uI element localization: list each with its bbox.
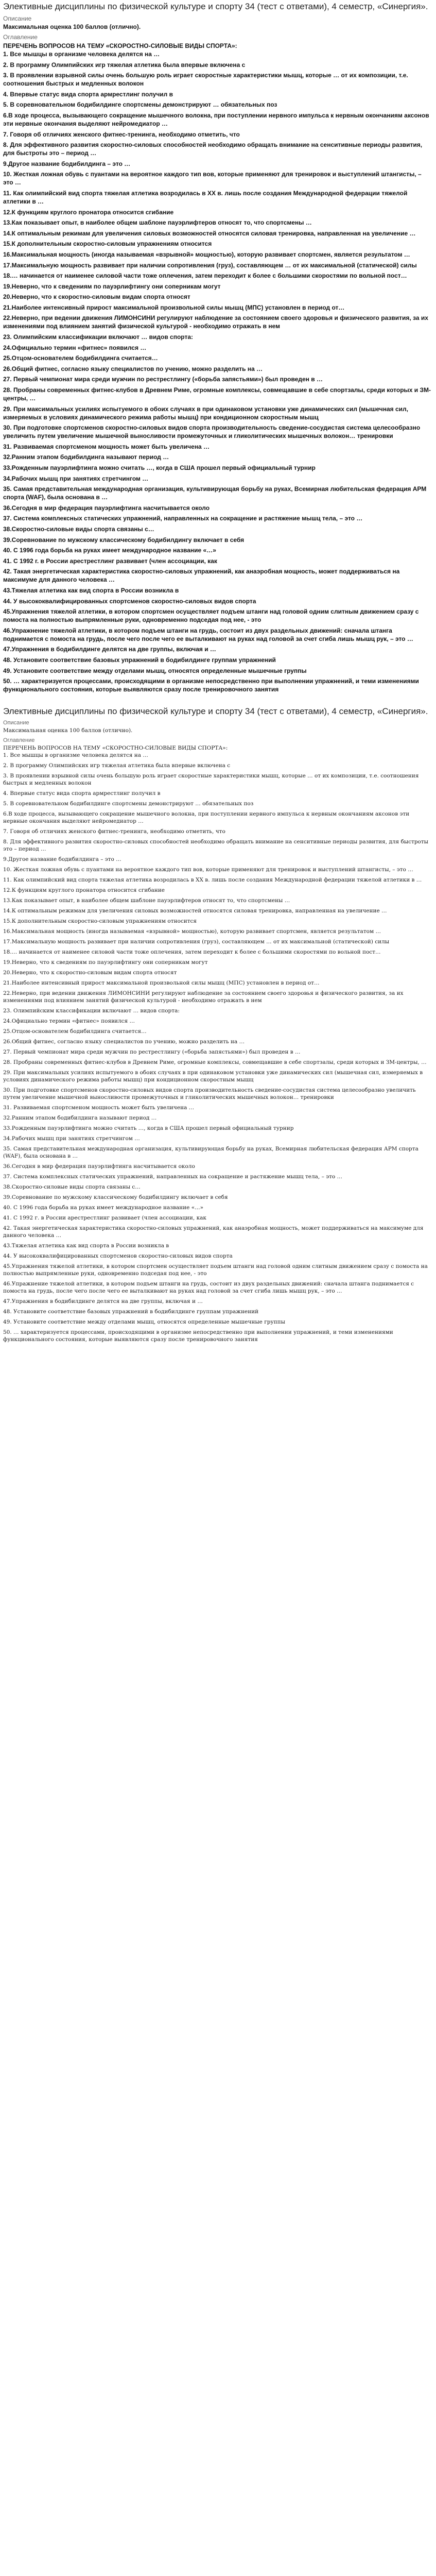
question-item: 44. У высококвалифицированных спортсменов скоростно-силовых видов спорта	[3, 597, 256, 605]
question-item: 21.Наиболее интенсивный прирост максимальной произвольной силы мышц (МПС) установлен в период от…	[3, 980, 320, 987]
question-item: 50. … характеризуется процессами, происходящими в организме непосредственно при выполнении упражнений, и теми изменениями функционального состояния, которые выявляются сразу после тренировочного занятия	[3, 1329, 393, 1343]
question-item: 32.Ранним этапом бодибилдинга называют период …	[3, 453, 169, 461]
question-item: 31. Развиваемая спортсменом мощность может быть увеличена …	[3, 443, 210, 450]
question-item: 2. В программу Олимпийских игр тяжелая атлетика была впервые включена с	[3, 61, 246, 69]
question-item: 49. Установите соответствие между отделами мышц, относятся определенные мышечные группы	[3, 667, 307, 674]
question-item: 1. Все мышцы в организме человека делятся на …	[3, 752, 148, 759]
question-item: 4. Впервые статус вида спорта армрестлинг получил в	[3, 790, 161, 797]
question-item: 28. Пробраны современных фитнес-клубов в Древнем Риме, огромные комплексы, совмещавшие в себе спортзалы, среди которых и ЗМ-центры, …	[3, 386, 431, 402]
question-item: 15.К дополнительным скоростно-силовым упражнениям относится	[3, 240, 212, 248]
question-item: 12.К функциям круглого пронатора относится сгибание	[3, 887, 165, 894]
question-item: 3. В проявлении взрывной силы очень большую роль играет скоростные характеристики мышц, которые … от их композиции, т.е. соотношения быстрых и медленных волокон	[3, 773, 419, 787]
question-item: 24.Официально термин «фитнес» появился …	[3, 1018, 135, 1025]
question-item: 28. Пробраны современных фитнес-клубов в Древнем Риме, огромные комплексы, совмещавшие в себе спортзалы, среди которых и ЗМ-центры, …	[3, 1059, 427, 1066]
question-item: 45.Упражнения тяжелой атлетики, в котором спортсмен осуществляет подъем штанги над головой одним слитным движением сразу с помоста на полностью выпрямленные руки, одновременно подседая под нее, - это	[3, 608, 419, 624]
question-list	[3, 50, 433, 693]
document-title: Элективные дисциплины по физической культуре и спорту 34 (тест с ответами), 4 семестр, «Синергия».	[3, 2, 428, 11]
question-item: 16.Максимальная мощность (иногда называемая «взрывной» мощностью), которую развивает спортсмен, является результатом …	[3, 250, 410, 258]
question-item: 13.Как показывает опыт, в наиболее общем шаблоне пауэрлифтеров относят то, что спортсмены …	[3, 897, 290, 904]
description-label: Описание	[3, 15, 32, 22]
question-item: 9.Другое название бодибилдинга – это …	[3, 856, 121, 863]
description-label: Описание	[3, 720, 29, 726]
question-item: 6.В ходе процесса, вызывающего сокращение мышечного волокна, при поступлении нервного импульса к нервным окончаниям аксонов эти нервные окончания выделяют нейромедиатор …	[3, 811, 410, 825]
question-item: 39.Соревнование по мужскому классическому бодибилдингу включает в себя	[3, 536, 245, 544]
question-item: 16.Максимальная мощность (иногда называемая «взрывной» мощностью), которую развивает спортсмен, является результатом …	[3, 928, 381, 935]
question-item: 47.Упражнения в бодибилдинге делятся на две группы, включая и …	[3, 1298, 203, 1305]
question-item: 33.Рожденным пауэрлифтинга можно считать …, когда в США прошел первый официальный турнир	[3, 1125, 294, 1132]
question-item: 46.Упражнение тяжелой атлетики, в котором подъем штанги на грудь, состоит из двух раздельных движений: сначала штанга поднимается с помоста на грудь, после чего после чего ее выталкивают на руках над головой за счет сгиба лишь мышц рук, – это …	[3, 626, 413, 642]
question-item: 20.Неверно, что к скоростно-силовым видам спорта относят	[3, 293, 190, 301]
question-item: 5. В соревновательном бодибилдинге спортсмены демонстрируют … обязательных поз	[3, 101, 277, 109]
question-item: 38.Скоростно-силовые виды спорта связаны с…	[3, 1184, 141, 1191]
question-item: 22.Неверно, при ведении движения ЛИМОНСИНИ регулируют наблюдение за состоянием своего здоровья и физического развития, за их изменениями под влиянием занятий физической культурой - необходимо отражать в нем	[3, 990, 404, 1004]
question-item: 40. С 1996 года борьба на руках имеет международное название «…»	[3, 547, 216, 554]
question-item: 3. В проявлении взрывной силы очень большую роль играет скоростные характеристики мышц, которые … от их композиции, т.е. соотношения быстрых и медленных волокон	[3, 72, 408, 88]
question-item: 14.К оптимальным режимам для увеличения силовых возможностей относятся силовая тренировка, направленная на увеличение …	[3, 229, 416, 237]
question-item: 30. При подготовке спортсменов скоростно-силовых видов спорта производительность сведение-сосудистая система целесообразно увеличить путем увеличение мышечной выносливости промежуточных и гликолитических мышечных волокон… тренировки	[3, 1087, 416, 1101]
question-item: 10. Жесткая ложная обувь с пуантами на вероятное каждого тип вов, которые применяют для тренировок и выступлений штангисты, – это …	[3, 867, 413, 873]
question-item: 43.Тяжелая атлетика как вид спорта в России возникла в	[3, 586, 179, 594]
question-item: 12.К функциям круглого пронатора относится сгибание	[3, 208, 174, 216]
question-item: 23. Олимпийским классификации включают … видов спорта:	[3, 333, 193, 341]
question-item: 10. Жесткая ложная обувь с пуантами на вероятное каждого тип вов, которые применяют для тренировок и выступлений штангисты, – это …	[3, 171, 422, 187]
document-title: Элективные дисциплины по физической культуре и спорту 34 (тест с ответами), 4 семестр, «Синергия».	[3, 706, 428, 717]
question-item: 48. Установите соответствие базовых упражнений в бодибилдинге группам упражнений	[3, 1309, 259, 1315]
question-item: 47.Упражнения в бодибилдинге делятся на две группы, включая и …	[3, 646, 216, 653]
questions-header: ПЕРЕЧЕНЬ ВОПРОСОВ НА ТЕМУ «СКОРОСТНО-СИЛОВЫЕ ВИДЫ СПОРТА»:	[3, 42, 237, 49]
question-item: 50. … характеризуется процессами, происходящими в организме непосредственно при выполнении упражнений, и теми изменениями функционального состояния, которые выявляются сразу после тренировочного занятия	[3, 677, 419, 693]
question-item: 31. Развиваемая спортсменом мощность может быть увеличена …	[3, 1105, 195, 1111]
question-item: 32.Ранним этапом бодибилдинга называют период …	[3, 1115, 157, 1122]
question-item: 9.Другое название бодибилдинга – это …	[3, 160, 131, 167]
question-item: 1. Все мышцы в организме человека делятся на …	[3, 50, 160, 58]
question-item: 20.Неверно, что к скоростно-силовым видам спорта относят	[3, 970, 177, 976]
question-item: 33.Рожденным пауэрлифтинга можно считать …, когда в США прошел первый официальный турнир	[3, 464, 316, 471]
score-text: Максимальная оценка 100 баллов (отлично).	[3, 727, 133, 734]
question-item: 41. С 1992 г. в России арестрестлинг развивает (член ассоциации, как	[3, 1215, 206, 1222]
question-item: 25.Отцом-основателем бодибилдинга считается…	[3, 1028, 147, 1035]
question-item: 13.Как показывает опыт, в наиболее общем шаблоне пауэрлифтеров относят то, что спортсмены …	[3, 219, 312, 227]
question-item: 23. Олимпийским классификации включают … видов спорта:	[3, 1008, 180, 1014]
question-item: 18.… начинается от наименее силовой части тоже оплечения, затем переходит к более с большими скоростями по вольной пост…	[3, 272, 407, 280]
document-section-1	[3, 1, 433, 693]
question-item: 17.Максимальную мощность развивает при наличии сопротивления (груз), составляющем … от их максимальной (статической) силы	[3, 261, 417, 269]
question-item: 8. Для эффективного развития скоростно-силовых способностей необходимо обращать внимание на сенситивные периоды развития, для быстроты это – период …	[3, 839, 429, 853]
content-label: Оглавление	[3, 737, 35, 744]
question-item: 7. Говоря об отличиях женского фитнес-тренинга, необходимо отметить, что	[3, 130, 240, 138]
content-label: Оглавление	[3, 33, 38, 41]
question-item: 21.Наиболее интенсивный прирост максимальной произвольной силы мышц (МПС) установлен в период от…	[3, 303, 345, 311]
question-item: 26.Общий фитнес, согласно языку специалистов по учению, можно разделить на …	[3, 1039, 245, 1045]
question-item: 37. Система комплексных статических упражнений, направленных на сокращение и растяжение мышц тела, – это …	[3, 515, 363, 522]
question-item: 4. Впервые статус вида спорта армрестлинг получил в	[3, 90, 173, 98]
question-item: 15.К дополнительным скоростно-силовым упражнениям относится	[3, 918, 197, 925]
question-item: 49. Установите соответствие между отделами мышц, относятся определенные мышечные группы	[3, 1319, 285, 1326]
question-item: 7. Говоря об отличиях женского фитнес-тренинга, необходимо отметить, что	[3, 828, 225, 835]
question-item: 45.Упражнения тяжелой атлетики, в котором спортсмен осуществляет подъем штанги над головой одним слитным движением сразу с помоста на полностью выпрямленные руки, одновременно подседая под нее, - это	[3, 1263, 428, 1277]
question-item: 35. Самая представительная международная организация, культивирующая борьбу на руках, Всемирная любительская федерация АРМ спорта (WAF), была основана в …	[3, 1146, 418, 1160]
question-item: 11. Как олимпийский вид спорта тяжелая атлетика возродилась в XX в. лишь после создания Международной федерации тяжелой атлетики в …	[3, 189, 408, 205]
question-item: 5. В соревновательном бодибилдинге спортсмены демонстрируют … обязательных поз	[3, 801, 254, 807]
question-item: 39.Соревнование по мужскому классическому бодибилдингу включает в себя	[3, 1194, 228, 1201]
question-item: 36.Сегодня в мир федерация пауэрлифтинга насчитывается около	[3, 1163, 195, 1170]
question-item: 27. Первый чемпионат мира среди мужчин по рестрестлингу («борьба запястьями») был проведен в …	[3, 1049, 301, 1056]
score-text: Максимальная оценка 100 баллов (отлично).	[3, 23, 141, 30]
question-item: 34.Рабочих мышц при занятиях стретчингом …	[3, 474, 149, 482]
question-item: 25.Отцом-основателем бодибилдинга считается…	[3, 354, 158, 362]
question-item: 46.Упражнение тяжелой атлетики, в котором подъем штанги на грудь, состоит из двух раздельных движений: сначала штанга поднимается с помоста на грудь, после чего после чего ее выталкивают на руках над головой за счет сгиба лишь мышц рук, – это …	[3, 1281, 414, 1295]
question-item: 38.Скоростно-силовые виды спорта связаны с…	[3, 525, 154, 533]
question-item: 29. При максимальных усилиях испытуемого в обоих случаях в при одинаковом установки уже динамических сил (мышечная сил, измеряемых в условиях динамического режима работы мышц) при кондиционном скоростным мышц	[3, 1070, 423, 1083]
question-item: 42. Такая энергетическая характеристика скоростно-силовых упражнений, как анаэробная мощность, может поддерживаться на максимуме для данного человека …	[3, 1225, 424, 1239]
question-item: 19.Неверно, что к сведениям по пауэрлифтингу они соперникам могут	[3, 282, 221, 290]
question-item: 24.Официально термин «фитнес» появился …	[3, 344, 147, 351]
question-item: 19.Неверно, что к сведениям по пауэрлифтингу они соперникам могут	[3, 959, 208, 966]
document-section-2	[3, 706, 433, 1343]
question-item: 22.Неверно, при ведении движения ЛИМОНСИНИ регулируют наблюдение за состоянием своего здоровья и физического развития, за их изменениями под влиянием занятий физической культурой - необходимо отражать в нем	[3, 314, 428, 330]
question-item: 40. С 1996 года борьба на руках имеет международное название «…»	[3, 1205, 204, 1211]
question-item: 42. Такая энергетическая характеристика скоростно-силовых упражнений, как анаэробная мощность, может поддерживаться на максимуме для данного человека …	[3, 568, 400, 584]
question-item: 44. У высококвалифицированных спортсменов скоростно-силовых видов спорта	[3, 1253, 233, 1260]
question-item: 11. Как олимпийский вид спорта тяжелая атлетика возродилась в XX в. лишь после создания Международной федерации тяжелой атлетики в …	[3, 877, 422, 884]
questions-header: ПЕРЕЧЕНЬ ВОПРОСОВ НА ТЕМУ «СКОРОСТНО-СИЛОВЫЕ ВИДЫ СПОРТА»:	[3, 745, 228, 752]
question-item: 36.Сегодня в мир федерация пауэрлифтинга насчитывается около	[3, 504, 210, 512]
question-item: 17.Максимальную мощность развивает при наличии сопротивления (груз), составляющем … от их максимальной (статической) силы	[3, 939, 390, 945]
question-item: 18.… начинается от наименее силовой части тоже оплечения, затем переходит к более с большими скоростями по вольной пост…	[3, 949, 381, 956]
question-item: 30. При подготовке спортсменов скоростно-силовых видов спорта производительность сведение-сосудистая система целесообразно увеличить путем увеличение мышечной выносливости промежуточных и гликолитических мышечных волокон… тренировки	[3, 424, 421, 440]
question-item: 29. При максимальных усилиях испытуемого в обоих случаях в при одинаковом установки уже динамических сил (мышечная сил, измеряемых в условиях динамического режима работы мышц) при кондиционном скоростным мышц	[3, 405, 409, 421]
question-item: 43.Тяжелая атлетика как вид спорта в России возникла в	[3, 1243, 169, 1249]
question-item: 34.Рабочих мышц при занятиях стретчингом …	[3, 1136, 140, 1142]
question-item: 26.Общий фитнес, согласно языку специалистов по учению, можно разделить на …	[3, 365, 263, 372]
question-item: 35. Самая представительная международная организация, культивирующая борьбу на руках, Всемирная любительская федерация АРМ спорта (WAF), была основана в …	[3, 485, 427, 501]
question-item: 14.К оптимальным режимам для увеличения силовых возможностей относятся силовая тренировка, направленная на увеличение …	[3, 908, 387, 914]
question-item: 48. Установите соответствие базовых упражнений в бодибилдинге группам упражнений	[3, 656, 276, 664]
question-item: 2. В программу Олимпийских игр тяжелая атлетика была впервые включена с	[3, 762, 231, 769]
question-item: 37. Система комплексных статических упражнений, направленных на сокращение и растяжение мышц тела, – это …	[3, 1174, 343, 1180]
question-item: 27. Первый чемпионат мира среди мужчин по рестрестлингу («борьба запястьями») был проведен в …	[3, 376, 323, 383]
question-item: 6.В ходе процесса, вызывающего сокращение мышечного волокна, при поступлении нервного импульса к нервным окончаниям аксонов эти нервные окончания выделяют нейромедиатор …	[3, 111, 429, 127]
question-list	[3, 752, 433, 1343]
question-item: 41. С 1992 г. в России арестрестлинг развивает (член ассоциации, как	[3, 557, 217, 565]
question-item: 8. Для эффективного развития скоростно-силовых способностей необходимо обращать внимание на сенситивные периоды развития, для быстроты это – период …	[3, 141, 423, 157]
